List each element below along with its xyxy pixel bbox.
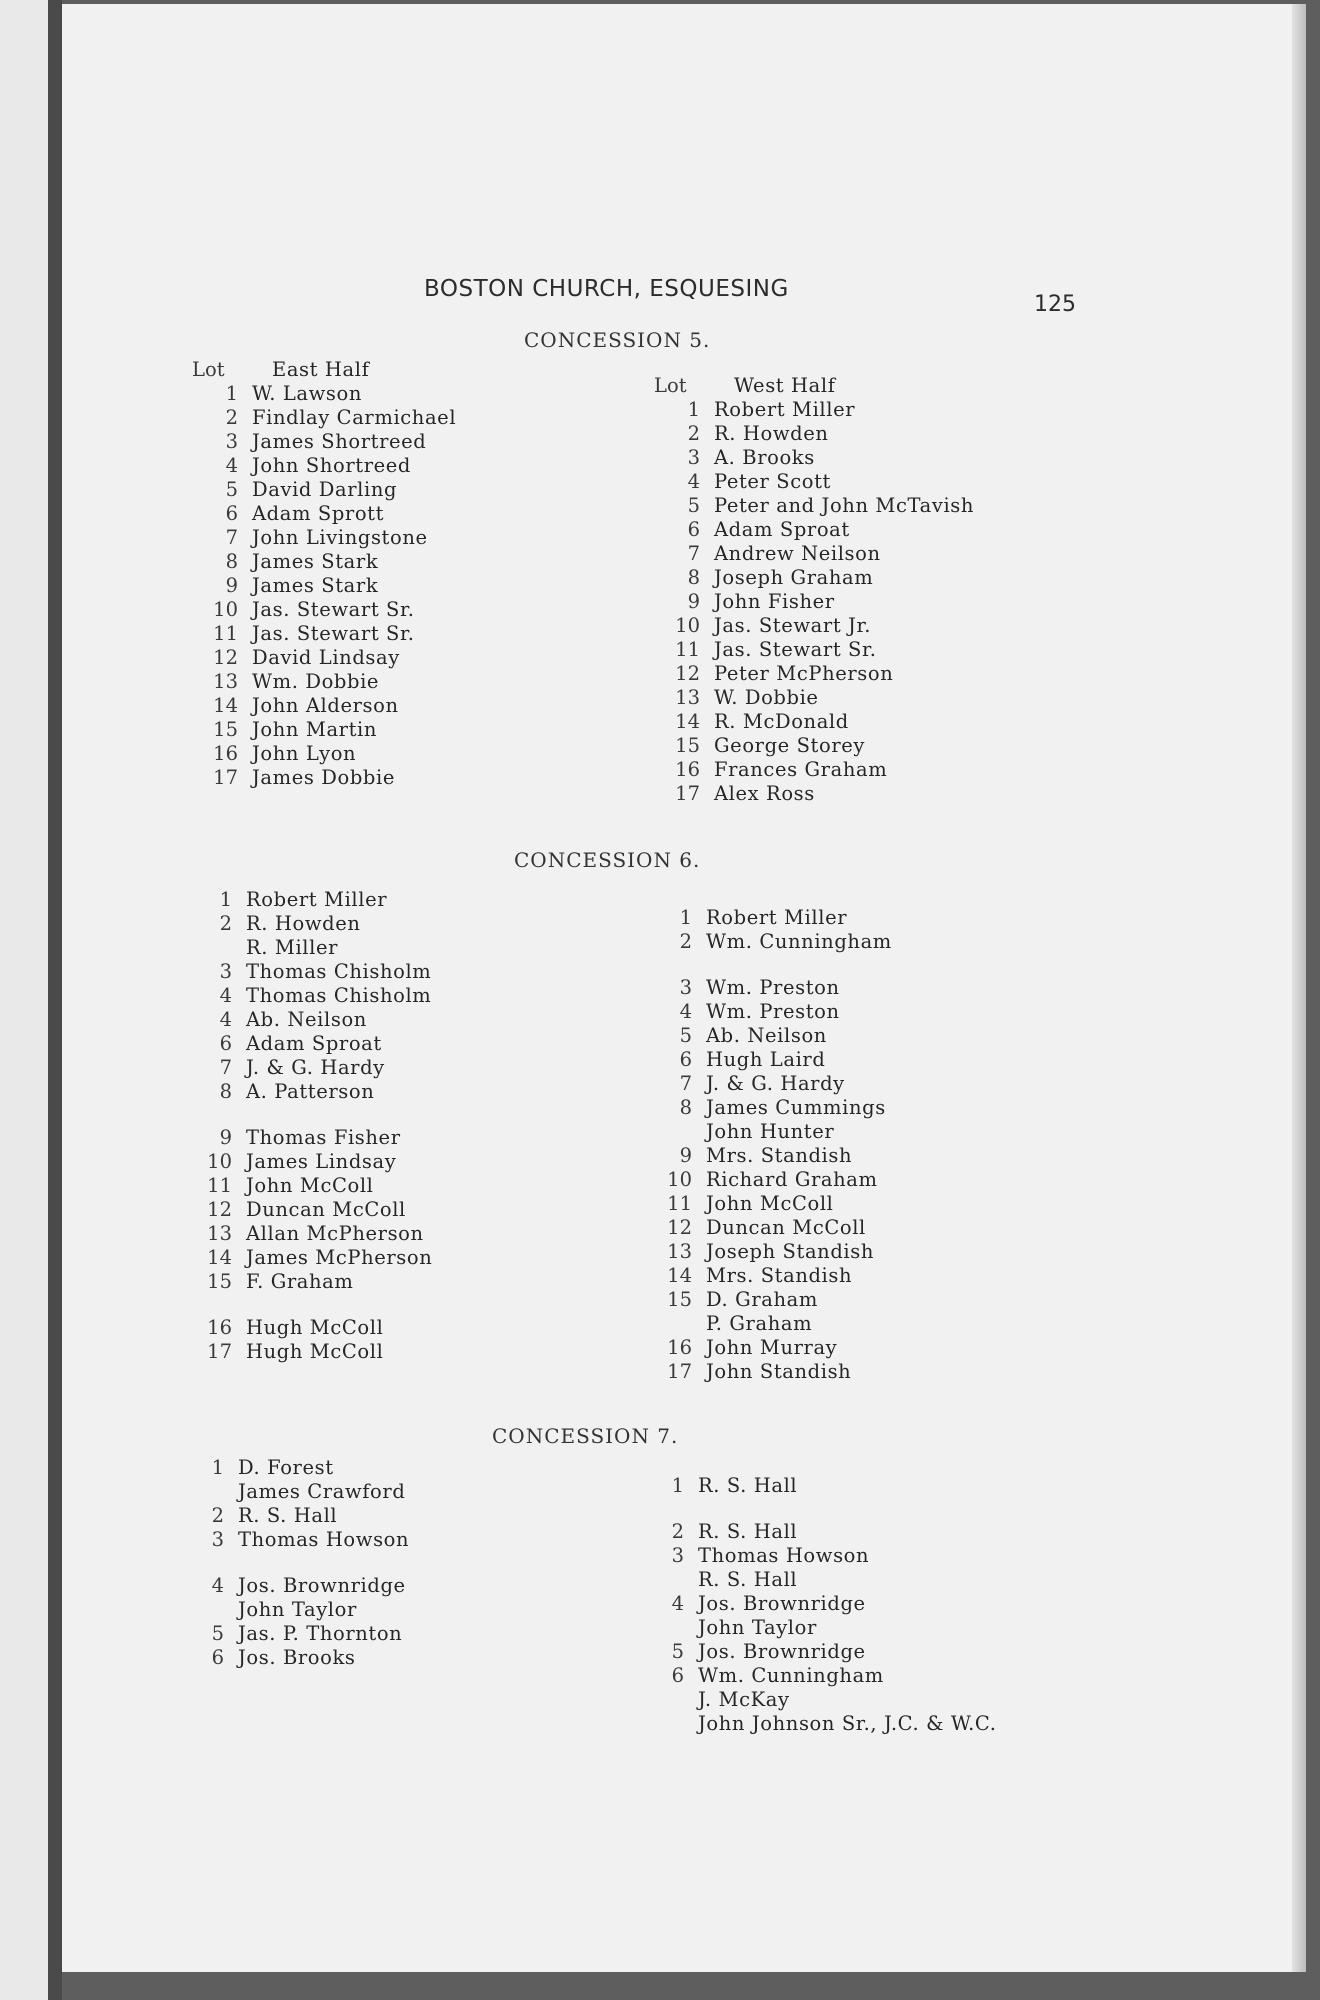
owner-name: Thomas Fisher [246, 1126, 401, 1149]
list-item [638, 1592, 997, 1616]
owner-name: Jas. Stewart Sr. [252, 598, 415, 621]
list-item [646, 1360, 892, 1384]
concession-5-heading: CONCESSION 5. [524, 328, 711, 352]
list-item [646, 906, 892, 930]
list-item [192, 406, 456, 430]
owner-name: W. Lawson [252, 382, 363, 405]
list-item [186, 1174, 432, 1198]
list-item [646, 1072, 892, 1096]
owner-name: Hugh Laird [706, 1048, 826, 1071]
owner-name: Peter Scott [714, 470, 831, 493]
owner-name: John Livingstone [252, 526, 428, 549]
lot-number: 2 [211, 1504, 224, 1527]
owner-name: Duncan McColl [246, 1198, 406, 1221]
lot-number: 17 [207, 1340, 232, 1363]
lot-number: 10 [207, 1150, 232, 1173]
owner-name: Ab. Neilson [246, 1008, 367, 1031]
lot-number: 3 [225, 430, 238, 453]
owner-name: Wm. Preston [706, 976, 840, 999]
lot-number: 2 [671, 1520, 684, 1543]
owner-name: John Taylor [238, 1598, 357, 1621]
lot-number: 11 [675, 638, 700, 661]
list-item [186, 1150, 432, 1174]
owner-name: Thomas Howson [698, 1544, 870, 1567]
owner-name: Jos. Brownridge [698, 1640, 866, 1663]
list-item [186, 1222, 432, 1246]
lot-number: 1 [211, 1456, 224, 1479]
lot-number: 2 [679, 930, 692, 953]
owner-name: John Martin [252, 718, 378, 741]
lot-number: 9 [219, 1126, 232, 1149]
owner-name: John Johnson Sr., J.C. & W.C. [698, 1712, 997, 1735]
owner-name: D. Graham [706, 1288, 818, 1311]
owner-name: Thomas Howson [238, 1528, 410, 1551]
owner-name: A. Brooks [714, 446, 815, 469]
list-item [646, 930, 892, 954]
owner-name: Hugh McColl [246, 1340, 384, 1363]
owner-name: Jos. Brownridge [238, 1574, 406, 1597]
list-item [178, 1598, 409, 1622]
list-item [192, 526, 456, 550]
lot-number: 3 [679, 976, 692, 999]
list-item [638, 1640, 997, 1664]
list-item [178, 1646, 409, 1670]
list-item [654, 542, 974, 566]
owner-name: Peter and John McTavish [714, 494, 975, 517]
list-item [186, 912, 432, 936]
owner-name: Jos. Brownridge [698, 1592, 866, 1615]
list-item [646, 1024, 892, 1048]
list-item [646, 976, 892, 1000]
list-item [192, 382, 456, 406]
owner-name: Wm. Preston [706, 1000, 840, 1023]
owner-name: Richard Graham [706, 1168, 878, 1191]
owner-name: James Dobbie [252, 766, 395, 789]
list-item [192, 574, 456, 598]
list-item [192, 598, 456, 622]
list-item [186, 1340, 432, 1364]
lot-number: 13 [213, 670, 238, 693]
concession-6-west-list [646, 906, 892, 1384]
lot-number: 2 [225, 406, 238, 429]
lot-number: 8 [687, 566, 700, 589]
lot-number: 4 [687, 470, 700, 493]
owner-name: Mrs. Standish [706, 1264, 853, 1287]
owner-name: John McColl [706, 1192, 834, 1215]
list-item [654, 638, 974, 662]
concession-6-heading: CONCESSION 6. [514, 848, 701, 872]
owner-name: Duncan McColl [706, 1216, 866, 1239]
list-item [654, 662, 974, 686]
owner-name: Alex Ross [714, 782, 815, 805]
lot-number: 9 [679, 1144, 692, 1167]
lot-number: 8 [225, 550, 238, 573]
list-item [646, 1336, 892, 1360]
list-item [654, 590, 974, 614]
concession-6-east-column [186, 888, 432, 1364]
owner-name: J. & G. Hardy [706, 1072, 845, 1095]
lot-number: 9 [687, 590, 700, 613]
concession-7-west-list [638, 1474, 997, 1736]
list-item [654, 734, 974, 758]
owner-name: John Standish [706, 1360, 852, 1383]
list-item [192, 742, 456, 766]
concession-7-east-column [178, 1456, 409, 1670]
lot-number: 17 [213, 766, 238, 789]
list-item [646, 1096, 892, 1120]
owner-name: P. Graham [706, 1312, 813, 1335]
lot-number: 15 [667, 1288, 692, 1311]
lot-number: 6 [687, 518, 700, 541]
owner-name: John Hunter [706, 1120, 835, 1143]
list-item [192, 670, 456, 694]
list-item [654, 422, 974, 446]
owner-name: R. McDonald [714, 710, 849, 733]
lot-number: 16 [667, 1336, 692, 1359]
lot-number: 7 [225, 526, 238, 549]
list-item [654, 398, 974, 422]
lot-number: 5 [225, 478, 238, 501]
lot-number: 3 [219, 960, 232, 983]
owner-name: R. Miller [246, 936, 339, 959]
list-item [186, 1080, 432, 1104]
lot-number: 4 [225, 454, 238, 477]
list-item [638, 1712, 997, 1736]
owner-name: David Darling [252, 478, 398, 501]
owner-name: Jas. Stewart Jr. [714, 614, 872, 637]
concession-6-east-list [186, 888, 432, 1364]
list-item [192, 478, 456, 502]
lot-number: 14 [667, 1264, 692, 1287]
list-item [646, 1312, 892, 1336]
lot-number: 15 [207, 1270, 232, 1293]
lot-number: 16 [675, 758, 700, 781]
list-item [186, 984, 432, 1008]
list-item [654, 782, 974, 806]
owner-name: Andrew Neilson [714, 542, 881, 565]
owner-name: R. S. Hall [698, 1474, 798, 1497]
lot-number: 3 [211, 1528, 224, 1551]
list-item [654, 470, 974, 494]
list-item [192, 646, 456, 670]
owner-name: James Cummings [706, 1096, 886, 1119]
lot-number: 14 [207, 1246, 232, 1269]
list-item [654, 446, 974, 470]
concession-5-west-column [654, 374, 974, 806]
owner-name: Frances Graham [714, 758, 888, 781]
owner-name: George Storey [714, 734, 866, 757]
concession-7-west-column [638, 1474, 997, 1736]
owner-name: Jas. Stewart Sr. [714, 638, 877, 661]
lot-number: 11 [213, 622, 238, 645]
owner-name: James Crawford [238, 1480, 406, 1503]
owner-name: James Stark [252, 550, 379, 573]
lot-number: 10 [675, 614, 700, 637]
list-item [192, 430, 456, 454]
list-item [654, 758, 974, 782]
lot-number: 4 [219, 984, 232, 1007]
lot-number: 1 [679, 906, 692, 929]
lot-number: 6 [679, 1048, 692, 1071]
list-item [638, 1688, 997, 1712]
lot-number: 5 [679, 1024, 692, 1047]
west-half-label: West Half [734, 374, 836, 397]
list-item [646, 1048, 892, 1072]
lot-number: 10 [213, 598, 238, 621]
lot-number: 8 [679, 1096, 692, 1119]
lot-number: 4 [211, 1574, 224, 1597]
owner-name: Thomas Chisholm [246, 960, 432, 983]
owner-name: Jas. P. Thornton [238, 1622, 403, 1645]
owner-name: Wm. Dobbie [252, 670, 380, 693]
owner-name: John Fisher [714, 590, 835, 613]
owner-name: Thomas Chisholm [246, 984, 432, 1007]
list-item [186, 888, 432, 912]
list-item [638, 1520, 997, 1544]
list-item [178, 1574, 409, 1598]
list-item [192, 766, 456, 790]
lot-number: 13 [675, 686, 700, 709]
lot-number: 7 [219, 1056, 232, 1079]
list-item [192, 622, 456, 646]
owner-name: Jas. Stewart Sr. [252, 622, 415, 645]
east-half-column-header [192, 358, 456, 382]
book-page [62, 4, 1306, 1972]
list-item [646, 1168, 892, 1192]
lot-number: 4 [671, 1592, 684, 1615]
list-item [186, 1270, 432, 1294]
list-item [186, 1316, 432, 1340]
list-item [646, 1192, 892, 1216]
lot-number: 11 [207, 1174, 232, 1197]
concession-6-west-column [646, 906, 892, 1384]
lot-number: 3 [671, 1544, 684, 1567]
owner-name: R. S. Hall [698, 1520, 798, 1543]
owner-name: Robert Miller [246, 888, 388, 911]
owner-name: Robert Miller [714, 398, 856, 421]
owner-name: Wm. Cunningham [706, 930, 892, 953]
owner-name: D. Forest [238, 1456, 334, 1479]
lot-number: 4 [219, 1008, 232, 1031]
list-item [186, 1032, 432, 1056]
list-item [192, 454, 456, 478]
list-item [186, 936, 432, 960]
lot-number: 15 [213, 718, 238, 741]
owner-name: W. Dobbie [714, 686, 819, 709]
owner-name: James Shortreed [252, 430, 427, 453]
list-item [186, 960, 432, 984]
list-item [178, 1528, 409, 1552]
owner-name: Peter McPherson [714, 662, 894, 685]
page-edge-shadow [1292, 4, 1306, 1972]
list-item [186, 1126, 432, 1150]
list-item [192, 718, 456, 742]
list-item [646, 1216, 892, 1240]
list-item [638, 1664, 997, 1688]
owner-name: R. Howden [714, 422, 829, 445]
list-item [186, 1198, 432, 1222]
lot-number: 5 [211, 1622, 224, 1645]
list-item [192, 550, 456, 574]
lot-number: 1 [671, 1474, 684, 1497]
owner-name: R. S. Hall [238, 1504, 338, 1527]
concession-5-east-list [192, 382, 456, 790]
page-number: 125 [1034, 292, 1076, 317]
owner-name: James McPherson [246, 1246, 433, 1269]
owner-name: Adam Sproat [714, 518, 850, 541]
lot-number: 6 [225, 502, 238, 525]
list-item [178, 1480, 409, 1504]
lot-number: 12 [667, 1216, 692, 1239]
owner-name: John Lyon [252, 742, 357, 765]
owner-name: Wm. Cunningham [698, 1664, 884, 1687]
lot-number: 11 [667, 1192, 692, 1215]
running-head-title: BOSTON CHURCH, ESQUESING [424, 276, 789, 302]
lot-number: 2 [687, 422, 700, 445]
owner-name: Adam Sproat [246, 1032, 382, 1055]
owner-name: John Murray [706, 1336, 838, 1359]
lot-number: 16 [213, 742, 238, 765]
lot-number: 6 [671, 1664, 684, 1687]
owner-name: Findlay Carmichael [252, 406, 457, 429]
owner-name: James Lindsay [246, 1150, 397, 1173]
owner-name: John Alderson [252, 694, 399, 717]
lot-number: 7 [687, 542, 700, 565]
lot-number: 13 [667, 1240, 692, 1263]
lot-number: 5 [687, 494, 700, 517]
owner-name: R. Howden [246, 912, 361, 935]
concession-7-east-list [178, 1456, 409, 1670]
owner-name: F. Graham [246, 1270, 354, 1293]
lot-number: 1 [687, 398, 700, 421]
lot-number: 6 [211, 1646, 224, 1669]
lot-label: Lot [192, 358, 225, 381]
list-item [654, 494, 974, 518]
owner-name: J. McKay [698, 1688, 790, 1711]
lot-number: 2 [219, 912, 232, 935]
lot-number: 7 [679, 1072, 692, 1095]
lot-number: 4 [679, 1000, 692, 1023]
lot-number: 12 [207, 1198, 232, 1221]
owner-name: Ab. Neilson [706, 1024, 827, 1047]
concession-7-heading: CONCESSION 7. [492, 1424, 679, 1448]
lot-number: 6 [219, 1032, 232, 1055]
list-item [646, 1240, 892, 1264]
list-item [638, 1544, 997, 1568]
list-item [654, 686, 974, 710]
owner-name: A. Patterson [246, 1080, 375, 1103]
list-item [186, 1008, 432, 1032]
owner-name: Joseph Graham [714, 566, 874, 589]
list-item [646, 1000, 892, 1024]
lot-number: 14 [675, 710, 700, 733]
list-item [638, 1568, 997, 1592]
owner-name: R. S. Hall [698, 1568, 798, 1591]
lot-number: 16 [207, 1316, 232, 1339]
concession-5-east-column [192, 358, 456, 790]
list-item [178, 1622, 409, 1646]
owner-name: Joseph Standish [706, 1240, 875, 1263]
list-item [178, 1456, 409, 1480]
list-item [646, 1120, 892, 1144]
concession-5-west-list [654, 398, 974, 806]
list-item [654, 614, 974, 638]
list-item [646, 1288, 892, 1312]
lot-number: 17 [667, 1360, 692, 1383]
lot-number: 3 [687, 446, 700, 469]
lot-number: 1 [225, 382, 238, 405]
lot-number: 14 [213, 694, 238, 717]
owner-name: Adam Sprott [252, 502, 385, 525]
lot-number: 12 [675, 662, 700, 685]
lot-number: 5 [671, 1640, 684, 1663]
lot-number: 1 [219, 888, 232, 911]
lot-number: 9 [225, 574, 238, 597]
list-item [638, 1474, 997, 1498]
list-item [646, 1264, 892, 1288]
owner-name: David Lindsay [252, 646, 400, 669]
book-spine [48, 0, 62, 2000]
lot-label: Lot [654, 374, 687, 397]
list-item [192, 694, 456, 718]
lot-number: 8 [219, 1080, 232, 1103]
owner-name: Robert Miller [706, 906, 848, 929]
list-item [654, 518, 974, 542]
west-half-column-header [654, 374, 974, 398]
east-half-label: East Half [272, 358, 370, 381]
owner-name: Hugh McColl [246, 1316, 384, 1339]
owner-name: J. & G. Hardy [246, 1056, 385, 1079]
owner-name: John Taylor [698, 1616, 817, 1639]
lot-number: 15 [675, 734, 700, 757]
owner-name: James Stark [252, 574, 379, 597]
list-item [654, 566, 974, 590]
list-item [638, 1616, 997, 1640]
owner-name: John Shortreed [252, 454, 411, 477]
owner-name: Allan McPherson [246, 1222, 424, 1245]
lot-number: 13 [207, 1222, 232, 1245]
lot-number: 17 [675, 782, 700, 805]
list-item [646, 1144, 892, 1168]
list-item [186, 1056, 432, 1080]
list-item [178, 1504, 409, 1528]
owner-name: Mrs. Standish [706, 1144, 853, 1167]
list-item [192, 502, 456, 526]
list-item [186, 1246, 432, 1270]
owner-name: Jos. Brooks [238, 1646, 356, 1669]
lot-number: 12 [213, 646, 238, 669]
list-item [654, 710, 974, 734]
owner-name: John McColl [246, 1174, 374, 1197]
lot-number: 10 [667, 1168, 692, 1191]
